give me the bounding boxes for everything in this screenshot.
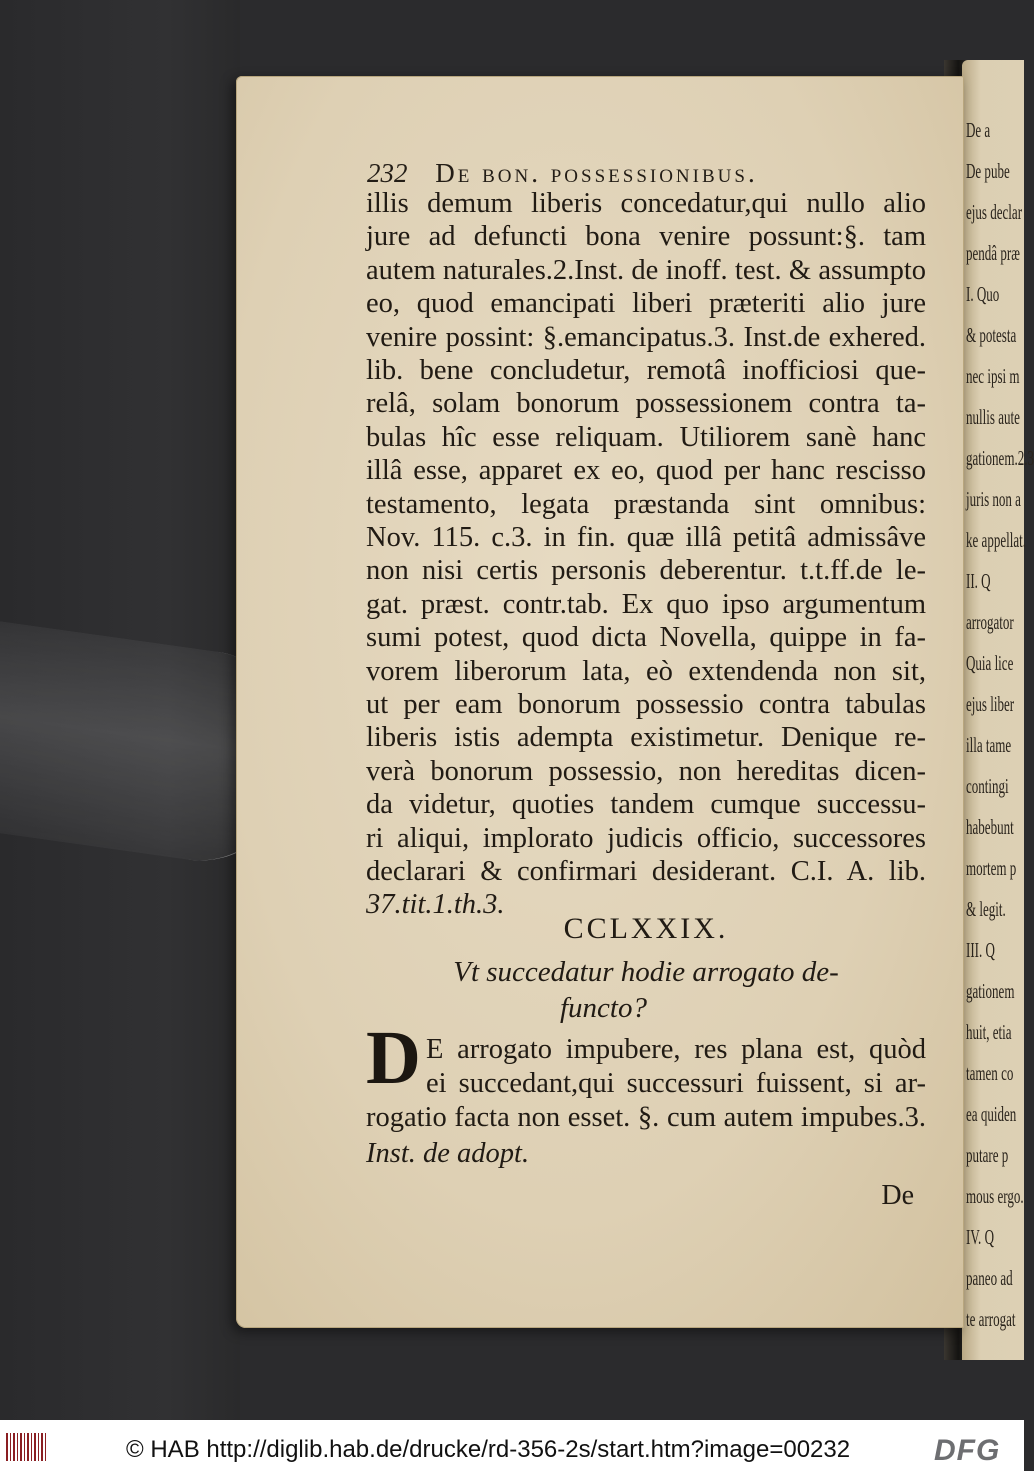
body-line: autem naturales.2.Inst. de inoff. test. & assumpto — [366, 254, 926, 286]
facing-page-fragment: mous ergo. — [966, 1184, 1024, 1208]
facing-page-fragment: te arrogat — [966, 1307, 1016, 1331]
body-line: Nov. 115. c.3. in fin. quæ illâ petitâ admissâve — [366, 522, 926, 553]
running-title: De bon. possessionibus. — [435, 158, 758, 188]
body-line: relâ, solam bonorum possessionem contra ta- — [366, 388, 926, 420]
copyright-credit-link[interactable]: © HAB http://diglib.hab.de/drucke/rd-356-2s/start.htm?image=00232 — [126, 1436, 851, 1463]
facing-page-fragment: I. Quo — [966, 282, 1000, 306]
facing-page-fragment: gationem.2.3 — [966, 446, 1034, 470]
facing-page-fragment: ejus liber — [966, 692, 1015, 716]
page-number: 232 — [367, 158, 408, 188]
section-number: CCLXXIX. — [563, 912, 729, 945]
facing-page-fragment: contingi — [966, 774, 1009, 798]
body-line: non nisi certis personis deberentur. t.t.ff.de le- — [366, 555, 926, 587]
body-line: declarari & confirmari desiderant. C.I. A. lib. — [366, 856, 926, 887]
facing-page-fragment: paneo ad — [966, 1266, 1013, 1290]
paragraph-line: E arrogato impubere, res plana est, quòd — [426, 1034, 926, 1065]
body-line: sumi potest, quod dicta Novella, quippe in fa- — [366, 622, 926, 654]
facing-page-fragment: II. Q — [966, 569, 991, 593]
facing-page-fragment: III. Q — [966, 938, 995, 962]
body-line: lib. bene concludetur, remotâ inofficiosi que- — [366, 355, 926, 386]
facing-page-fragment: gationem — [966, 979, 1015, 1003]
facing-page-fragment: De a — [966, 118, 991, 142]
paragraph-line: rogatio facta non esset. §. cum autem impubes.3. — [366, 1102, 926, 1133]
facing-page-fragment: nec ipsi m — [966, 364, 1020, 388]
body-line: verà bonorum possessio, non hereditas dicen- — [366, 755, 926, 787]
facing-page-fragment: ejus declar — [966, 200, 1023, 224]
section-title-line: functo? — [560, 992, 647, 1024]
facing-page-fragment: Quia lice — [966, 651, 1014, 675]
facing-page-fragment: habebunt — [966, 815, 1014, 839]
facing-page-fragment: & potesta — [966, 323, 1017, 347]
body-line: ri aliqui, implorato judicis officio, successores — [366, 822, 926, 854]
library-barcode-icon — [6, 1433, 48, 1461]
body-line: venire possint: §.emancipatus.3. Inst.de exhered. — [366, 321, 926, 353]
facing-page-fragment: huit, etia — [966, 1020, 1012, 1044]
facing-page-fragment: nullis aute — [966, 405, 1020, 429]
facing-page-fragment: illa tame — [966, 733, 1012, 757]
body-line: testamento, legata præstanda sint omnibus: — [366, 488, 926, 520]
facing-page-fragment: putare p — [966, 1143, 1009, 1167]
section-title-line: Vt succedatur hodie arrogato de- — [453, 956, 839, 988]
facing-page-fragment: mortem p — [966, 856, 1017, 880]
body-line: da videtur, quoties tandem cumque successu- — [366, 789, 926, 821]
body-line: vorem liberorum lata, eò extendenda non sit, — [366, 655, 926, 687]
catchword: De — [881, 1180, 914, 1211]
body-line: bulas hîc esse reliquam. Utiliorem sanè hanc — [366, 421, 926, 453]
body-line: eo, quod emancipati liberi præteriti alio jure — [366, 288, 926, 320]
body-line: ut per eam bonorum possessio contra tabulas — [366, 689, 926, 720]
facing-page-fragment: IV. Q — [966, 1225, 994, 1249]
facing-page-fragment: De pube — [966, 159, 1010, 183]
dfg-logo: DFG — [934, 1434, 1001, 1467]
facing-page-fragment: pendâ præ — [966, 241, 1020, 265]
body-line: illis demum liberis concedatur,qui nullo alio — [366, 188, 926, 219]
drop-capital: D — [366, 1016, 421, 1100]
facing-page-fragment: ea quiden — [966, 1102, 1017, 1126]
facing-page-fragment: & legit. — [966, 897, 1006, 921]
facing-page-fragment: juris non a — [966, 487, 1021, 511]
running-head — [367, 158, 907, 189]
body-line: gat. præst. contr.tab. Ex quo ipso argumentum — [366, 588, 926, 620]
body-line: 37.tit.1.th.3. — [366, 889, 505, 921]
body-line: illâ esse, apparet ex eo, quod per hanc rescisso — [366, 455, 926, 487]
facing-page-fragment: ke appellat. — [966, 528, 1027, 552]
facing-page — [962, 60, 1034, 1360]
facing-page-fragment: tamen co — [966, 1061, 1014, 1085]
paragraph-line: ei succedant,qui successuri fuissent, si ar- — [426, 1068, 926, 1099]
facing-page-fragment: arrogator — [966, 610, 1014, 634]
paragraph-line: Inst. de adopt. — [366, 1138, 530, 1169]
body-line: liberis istis adempta existimetur. Denique re- — [366, 722, 926, 754]
body-line: jure ad defuncti bona venire possunt:§. tam — [366, 221, 926, 253]
